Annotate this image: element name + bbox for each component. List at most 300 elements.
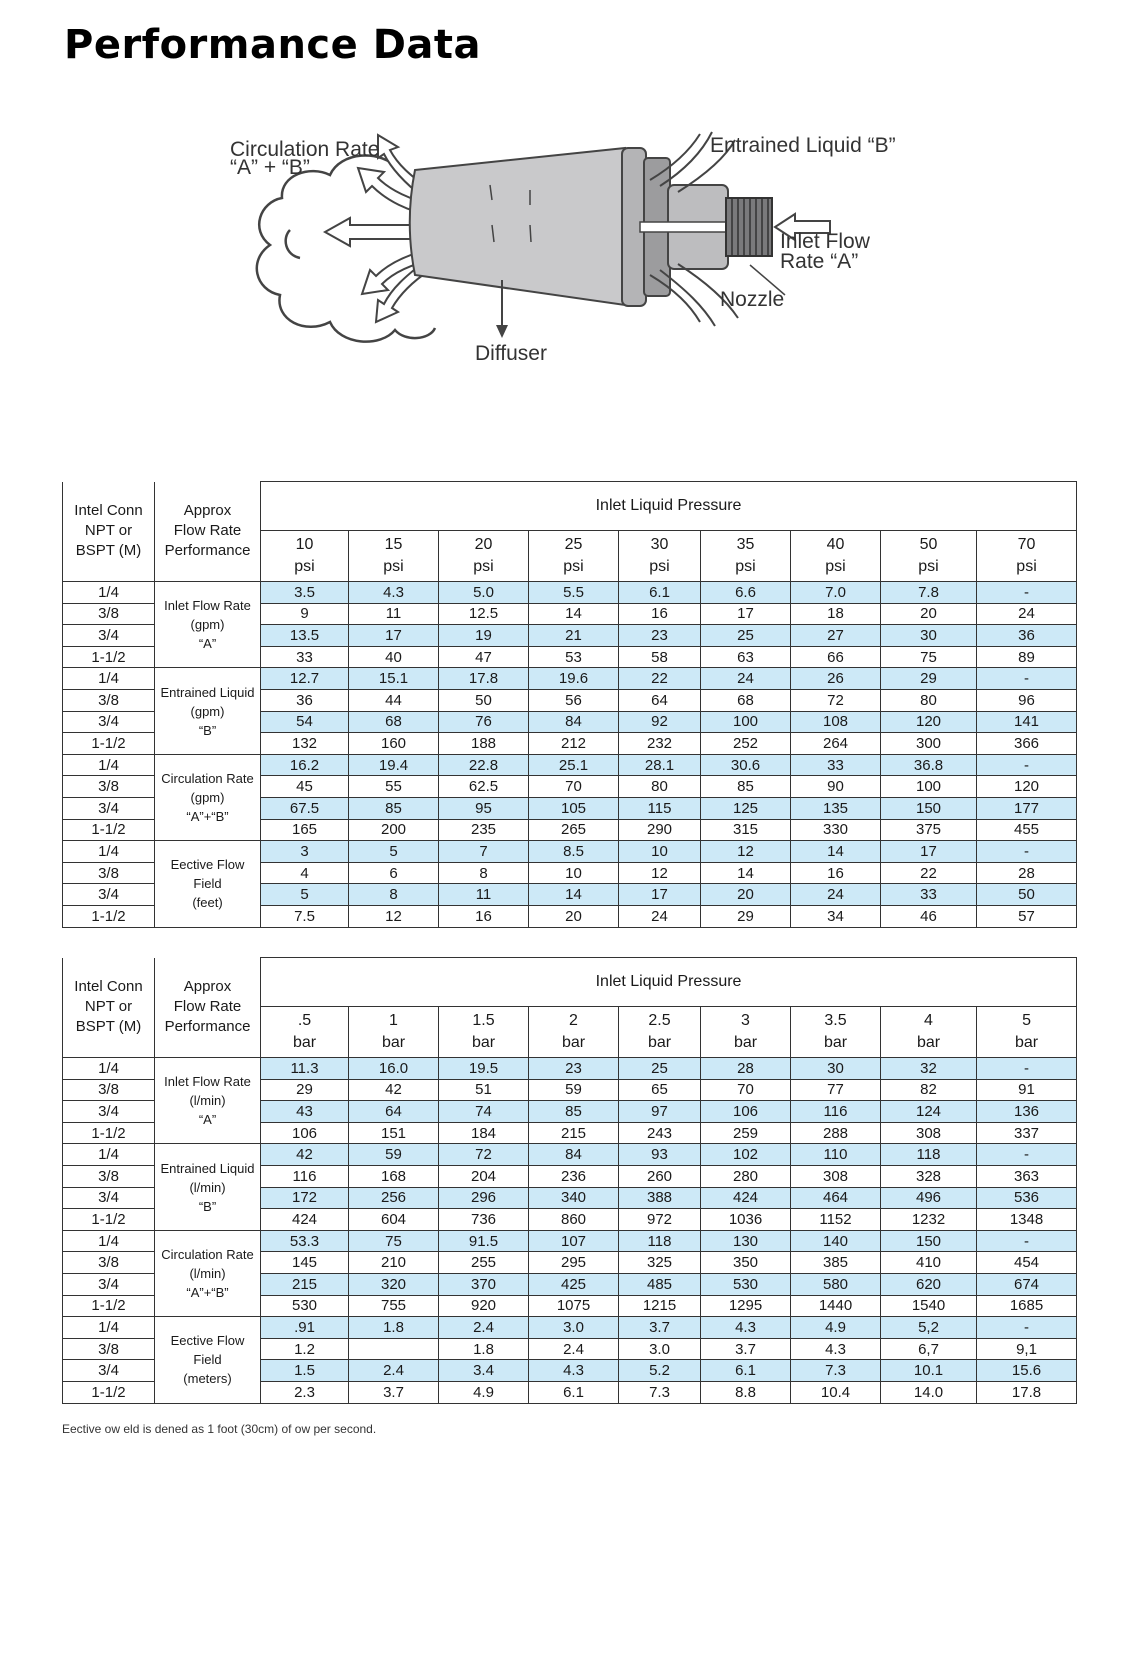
value-cell: 308 bbox=[791, 1165, 881, 1187]
conn-size-cell: 3/8 bbox=[63, 862, 155, 884]
pressure-title: Inlet Liquid Pressure bbox=[261, 482, 1077, 531]
value-cell: 7.3 bbox=[791, 1360, 881, 1382]
value-cell: 1348 bbox=[977, 1209, 1077, 1231]
pressure-column-header: 2 bar bbox=[529, 1007, 619, 1058]
value-cell: 210 bbox=[349, 1252, 439, 1274]
value-cell: 160 bbox=[349, 733, 439, 755]
value-cell: 12.5 bbox=[439, 603, 529, 625]
value-cell: 89 bbox=[977, 646, 1077, 668]
value-cell: 36 bbox=[977, 625, 1077, 647]
value-cell: 4.3 bbox=[791, 1338, 881, 1360]
value-cell: 17 bbox=[701, 603, 791, 625]
value-cell: 43 bbox=[261, 1101, 349, 1123]
value-cell: 2.4 bbox=[439, 1317, 529, 1339]
value-cell: 136 bbox=[977, 1101, 1077, 1123]
value-cell: 68 bbox=[349, 711, 439, 733]
value-cell: 255 bbox=[439, 1252, 529, 1274]
value-cell: 7.8 bbox=[881, 582, 977, 604]
value-cell: 9,1 bbox=[977, 1338, 1077, 1360]
value-cell: 1.8 bbox=[349, 1317, 439, 1339]
circulation-sublabel: “A” + “B” bbox=[230, 156, 310, 179]
value-cell: 1075 bbox=[529, 1295, 619, 1317]
value-cell: 125 bbox=[701, 797, 791, 819]
value-cell: 22.8 bbox=[439, 754, 529, 776]
value-cell: 5.0 bbox=[439, 582, 529, 604]
value-cell: - bbox=[977, 582, 1077, 604]
pressure-column-header: 1 bar bbox=[349, 1007, 439, 1058]
value-cell: 28 bbox=[977, 862, 1077, 884]
value-cell: 315 bbox=[701, 819, 791, 841]
entrained-label: Entrained Liquid “B” bbox=[710, 134, 896, 157]
pressure-column-header: 40 psi bbox=[791, 531, 881, 582]
value-cell: - bbox=[977, 1144, 1077, 1166]
threaded-inlet-icon bbox=[726, 198, 772, 256]
value-cell: 4.3 bbox=[529, 1360, 619, 1382]
value-cell: 290 bbox=[619, 819, 701, 841]
value-cell: 215 bbox=[261, 1273, 349, 1295]
pressure-column-header: 3.5 bar bbox=[791, 1007, 881, 1058]
value-cell: 59 bbox=[529, 1079, 619, 1101]
value-cell: 46 bbox=[881, 905, 977, 927]
value-cell: 16.2 bbox=[261, 754, 349, 776]
value-cell: 72 bbox=[791, 689, 881, 711]
value-cell: 57 bbox=[977, 905, 1077, 927]
value-cell: 4 bbox=[261, 862, 349, 884]
value-cell: 288 bbox=[791, 1122, 881, 1144]
value-cell: 85 bbox=[701, 776, 791, 798]
value-cell: 3.0 bbox=[619, 1338, 701, 1360]
value-cell: 150 bbox=[881, 797, 977, 819]
value-cell: 6 bbox=[349, 862, 439, 884]
value-cell: 85 bbox=[349, 797, 439, 819]
conn-size-cell: 3/4 bbox=[63, 884, 155, 906]
value-cell: 68 bbox=[701, 689, 791, 711]
value-cell: 424 bbox=[701, 1187, 791, 1209]
value-cell: 65 bbox=[619, 1079, 701, 1101]
value-cell: 7.0 bbox=[791, 582, 881, 604]
value-cell: 91 bbox=[977, 1079, 1077, 1101]
conn-size-cell: 3/8 bbox=[63, 603, 155, 625]
value-cell: 70 bbox=[529, 776, 619, 798]
conn-size-cell: 1-1/2 bbox=[63, 646, 155, 668]
value-cell: 29 bbox=[881, 668, 977, 690]
value-cell: 375 bbox=[881, 819, 977, 841]
table-row bbox=[63, 1144, 1077, 1166]
value-cell: 6.1 bbox=[619, 582, 701, 604]
value-cell: 118 bbox=[881, 1144, 977, 1166]
value-cell: 6.6 bbox=[701, 582, 791, 604]
value-cell: 53 bbox=[529, 646, 619, 668]
value-cell: 14.0 bbox=[881, 1381, 977, 1403]
value-cell: 736 bbox=[439, 1209, 529, 1231]
value-cell: 14 bbox=[701, 862, 791, 884]
value-cell: 34 bbox=[791, 905, 881, 927]
value-cell: 7.3 bbox=[619, 1381, 701, 1403]
value-cell: 56 bbox=[529, 689, 619, 711]
conn-size-cell: 3/4 bbox=[63, 1360, 155, 1382]
value-cell: 9 bbox=[261, 603, 349, 625]
pressure-column-header: 25 psi bbox=[529, 531, 619, 582]
value-cell: 280 bbox=[701, 1165, 791, 1187]
metric-group-label: Eective Flow Field (meters) bbox=[155, 1317, 261, 1403]
conn-size-cell: 1/4 bbox=[63, 1230, 155, 1252]
value-cell: 28 bbox=[701, 1058, 791, 1080]
value-cell: 1.5 bbox=[261, 1360, 349, 1382]
conn-size-cell: 1-1/2 bbox=[63, 1209, 155, 1231]
value-cell: 59 bbox=[349, 1144, 439, 1166]
value-cell: 17 bbox=[349, 625, 439, 647]
value-cell: 82 bbox=[881, 1079, 977, 1101]
value-cell: 92 bbox=[619, 711, 701, 733]
value-cell: 2.3 bbox=[261, 1381, 349, 1403]
value-cell: 370 bbox=[439, 1273, 529, 1295]
value-cell: 100 bbox=[881, 776, 977, 798]
value-cell: 135 bbox=[791, 797, 881, 819]
performance-table-metric bbox=[62, 957, 1077, 1404]
value-cell: 27 bbox=[791, 625, 881, 647]
value-cell: 22 bbox=[619, 668, 701, 690]
value-cell: 17 bbox=[619, 884, 701, 906]
value-cell: 22 bbox=[881, 862, 977, 884]
flow-rate-header: Approx Flow Rate Performance bbox=[155, 482, 261, 582]
page-title: Performance Data bbox=[64, 22, 482, 68]
metric-group-label: Eective Flow Field (feet) bbox=[155, 841, 261, 927]
value-cell: 295 bbox=[529, 1252, 619, 1274]
conn-size-cell: 1/4 bbox=[63, 1058, 155, 1080]
metric-group-label: Entrained Liquid (l/min) “B” bbox=[155, 1144, 261, 1230]
table-row bbox=[63, 841, 1077, 863]
table-row bbox=[63, 582, 1077, 604]
pressure-column-header: 5 bar bbox=[977, 1007, 1077, 1058]
value-cell: 108 bbox=[791, 711, 881, 733]
value-cell: 5,2 bbox=[881, 1317, 977, 1339]
pressure-column-header: 15 psi bbox=[349, 531, 439, 582]
value-cell: 454 bbox=[977, 1252, 1077, 1274]
conn-size-cell: 3/4 bbox=[63, 1101, 155, 1123]
value-cell: 3.4 bbox=[439, 1360, 529, 1382]
value-cell: 6.1 bbox=[701, 1360, 791, 1382]
value-cell: 25 bbox=[701, 625, 791, 647]
value-cell: 151 bbox=[349, 1122, 439, 1144]
pressure-column-header: 3 bar bbox=[701, 1007, 791, 1058]
value-cell: 325 bbox=[619, 1252, 701, 1274]
value-cell: 29 bbox=[701, 905, 791, 927]
value-cell: 33 bbox=[791, 754, 881, 776]
value-cell: 85 bbox=[529, 1101, 619, 1123]
conn-size-cell: 1-1/2 bbox=[63, 905, 155, 927]
value-cell: 536 bbox=[977, 1187, 1077, 1209]
value-cell: 10.4 bbox=[791, 1381, 881, 1403]
value-cell: 3.7 bbox=[619, 1317, 701, 1339]
value-cell: 24 bbox=[977, 603, 1077, 625]
value-cell: 256 bbox=[349, 1187, 439, 1209]
nozzle-label: Nozzle bbox=[720, 288, 785, 311]
value-cell: 2.4 bbox=[349, 1360, 439, 1382]
conn-size-cell: 3/4 bbox=[63, 1273, 155, 1295]
pressure-column-header: 30 psi bbox=[619, 531, 701, 582]
value-cell: 55 bbox=[349, 776, 439, 798]
value-cell: 17.8 bbox=[439, 668, 529, 690]
value-cell: 16 bbox=[791, 862, 881, 884]
value-cell: 145 bbox=[261, 1252, 349, 1274]
value-cell: 8.8 bbox=[701, 1381, 791, 1403]
value-cell: 84 bbox=[529, 711, 619, 733]
value-cell: 5 bbox=[349, 841, 439, 863]
conn-size-cell: 3/8 bbox=[63, 689, 155, 711]
value-cell: 1295 bbox=[701, 1295, 791, 1317]
value-cell: 296 bbox=[439, 1187, 529, 1209]
value-cell: 265 bbox=[529, 819, 619, 841]
pressure-column-header: 2.5 bar bbox=[619, 1007, 701, 1058]
value-cell: 320 bbox=[349, 1273, 439, 1295]
value-cell: 25 bbox=[619, 1058, 701, 1080]
value-cell: 93 bbox=[619, 1144, 701, 1166]
eductor-diagram bbox=[230, 130, 970, 370]
value-cell: 177 bbox=[977, 797, 1077, 819]
value-cell: 47 bbox=[439, 646, 529, 668]
value-cell: 920 bbox=[439, 1295, 529, 1317]
value-cell: 1685 bbox=[977, 1295, 1077, 1317]
value-cell: 235 bbox=[439, 819, 529, 841]
value-cell: 12 bbox=[701, 841, 791, 863]
value-cell: 106 bbox=[701, 1101, 791, 1123]
value-cell: 188 bbox=[439, 733, 529, 755]
value-cell: 212 bbox=[529, 733, 619, 755]
metric-group-label: Circulation Rate (l/min) “A”+“B” bbox=[155, 1230, 261, 1316]
value-cell: 116 bbox=[791, 1101, 881, 1123]
value-cell: 141 bbox=[977, 711, 1077, 733]
value-cell: .91 bbox=[261, 1317, 349, 1339]
value-cell: 42 bbox=[261, 1144, 349, 1166]
value-cell: 14 bbox=[529, 603, 619, 625]
value-cell: 50 bbox=[977, 884, 1077, 906]
value-cell: 172 bbox=[261, 1187, 349, 1209]
value-cell: 75 bbox=[349, 1230, 439, 1252]
value-cell: 259 bbox=[701, 1122, 791, 1144]
value-cell: 5 bbox=[261, 884, 349, 906]
value-cell: 10.1 bbox=[881, 1360, 977, 1382]
value-cell: 10 bbox=[619, 841, 701, 863]
value-cell: 120 bbox=[881, 711, 977, 733]
value-cell: 232 bbox=[619, 733, 701, 755]
value-cell: 424 bbox=[261, 1209, 349, 1231]
value-cell: 1215 bbox=[619, 1295, 701, 1317]
value-cell: 252 bbox=[701, 733, 791, 755]
circulation-label: Circulation Rate bbox=[230, 138, 380, 161]
conn-size-cell: 1/4 bbox=[63, 754, 155, 776]
value-cell: 4.9 bbox=[439, 1381, 529, 1403]
value-cell: 16 bbox=[439, 905, 529, 927]
conn-size-cell: 1/4 bbox=[63, 582, 155, 604]
inlet-sublabel: Rate “A” bbox=[780, 250, 859, 273]
value-cell: 132 bbox=[261, 733, 349, 755]
value-cell: 972 bbox=[619, 1209, 701, 1231]
value-cell: 13.5 bbox=[261, 625, 349, 647]
value-cell: 12 bbox=[349, 905, 439, 927]
value-cell: 455 bbox=[977, 819, 1077, 841]
value-cell: 95 bbox=[439, 797, 529, 819]
value-cell: 40 bbox=[349, 646, 439, 668]
inlet-label: Inlet Flow bbox=[780, 230, 870, 253]
value-cell: 30 bbox=[881, 625, 977, 647]
value-cell: 53.3 bbox=[261, 1230, 349, 1252]
pressure-column-header: 4 bar bbox=[881, 1007, 977, 1058]
value-cell: - bbox=[977, 1058, 1077, 1080]
value-cell: 100 bbox=[701, 711, 791, 733]
value-cell: 26 bbox=[791, 668, 881, 690]
value-cell: 15.6 bbox=[977, 1360, 1077, 1382]
value-cell: 24 bbox=[701, 668, 791, 690]
conn-size-cell: 1-1/2 bbox=[63, 819, 155, 841]
value-cell: 120 bbox=[977, 776, 1077, 798]
value-cell: 67.5 bbox=[261, 797, 349, 819]
value-cell: 363 bbox=[977, 1165, 1077, 1187]
value-cell: 236 bbox=[529, 1165, 619, 1187]
value-cell: 18 bbox=[791, 603, 881, 625]
value-cell: 3.7 bbox=[701, 1338, 791, 1360]
value-cell: 17 bbox=[881, 841, 977, 863]
value-cell: 204 bbox=[439, 1165, 529, 1187]
conn-size-cell: 1-1/2 bbox=[63, 1122, 155, 1144]
value-cell: 80 bbox=[619, 776, 701, 798]
value-cell: 485 bbox=[619, 1273, 701, 1295]
value-cell: 28.1 bbox=[619, 754, 701, 776]
value-cell: 16 bbox=[619, 603, 701, 625]
value-cell: 105 bbox=[529, 797, 619, 819]
pressure-column-header: .5 bar bbox=[261, 1007, 349, 1058]
value-cell: 15.1 bbox=[349, 668, 439, 690]
value-cell: 337 bbox=[977, 1122, 1077, 1144]
value-cell: 308 bbox=[881, 1122, 977, 1144]
value-cell: 2.4 bbox=[529, 1338, 619, 1360]
value-cell: 51 bbox=[439, 1079, 529, 1101]
value-cell: 464 bbox=[791, 1187, 881, 1209]
table-row bbox=[63, 754, 1077, 776]
value-cell: 410 bbox=[881, 1252, 977, 1274]
value-cell: 84 bbox=[529, 1144, 619, 1166]
value-cell: 77 bbox=[791, 1079, 881, 1101]
value-cell: 80 bbox=[881, 689, 977, 711]
value-cell: 11 bbox=[349, 603, 439, 625]
value-cell: 16.0 bbox=[349, 1058, 439, 1080]
value-cell: 72 bbox=[439, 1144, 529, 1166]
value-cell: 10 bbox=[529, 862, 619, 884]
value-cell: 604 bbox=[349, 1209, 439, 1231]
conn-size-cell: 1/4 bbox=[63, 668, 155, 690]
value-cell: 4.3 bbox=[349, 582, 439, 604]
value-cell: 14 bbox=[791, 841, 881, 863]
conn-size-cell: 1-1/2 bbox=[63, 733, 155, 755]
value-cell: 11 bbox=[439, 884, 529, 906]
conn-size-cell: 3/4 bbox=[63, 625, 155, 647]
table-row bbox=[63, 1230, 1077, 1252]
value-cell: 25.1 bbox=[529, 754, 619, 776]
value-cell: 23 bbox=[529, 1058, 619, 1080]
value-cell: 1440 bbox=[791, 1295, 881, 1317]
value-cell: 110 bbox=[791, 1144, 881, 1166]
value-cell: - bbox=[977, 1317, 1077, 1339]
value-cell: 530 bbox=[701, 1273, 791, 1295]
value-cell: 20 bbox=[881, 603, 977, 625]
value-cell: 63 bbox=[701, 646, 791, 668]
value-cell: 75 bbox=[881, 646, 977, 668]
conn-header: Intel Conn NPT or BSPT (M) bbox=[63, 482, 155, 582]
value-cell: 45 bbox=[261, 776, 349, 798]
value-cell bbox=[349, 1338, 439, 1360]
value-cell: 91.5 bbox=[439, 1230, 529, 1252]
value-cell: 6,7 bbox=[881, 1338, 977, 1360]
value-cell: 20 bbox=[701, 884, 791, 906]
value-cell: 7 bbox=[439, 841, 529, 863]
pressure-column-header: 1.5 bar bbox=[439, 1007, 529, 1058]
conn-size-cell: 3/4 bbox=[63, 1187, 155, 1209]
value-cell: 3.5 bbox=[261, 582, 349, 604]
conn-size-cell: 1/4 bbox=[63, 1317, 155, 1339]
flow-rate-header: Approx Flow Rate Performance bbox=[155, 958, 261, 1058]
value-cell: 530 bbox=[261, 1295, 349, 1317]
conn-size-cell: 3/4 bbox=[63, 711, 155, 733]
conn-size-cell: 1-1/2 bbox=[63, 1295, 155, 1317]
value-cell: 33 bbox=[881, 884, 977, 906]
value-cell: 62.5 bbox=[439, 776, 529, 798]
diffuser-body-icon bbox=[410, 148, 625, 305]
value-cell: 102 bbox=[701, 1144, 791, 1166]
value-cell: 5.2 bbox=[619, 1360, 701, 1382]
value-cell: 74 bbox=[439, 1101, 529, 1123]
value-cell: 116 bbox=[261, 1165, 349, 1187]
conn-size-cell: 3/8 bbox=[63, 1338, 155, 1360]
value-cell: 97 bbox=[619, 1101, 701, 1123]
value-cell: 388 bbox=[619, 1187, 701, 1209]
value-cell: 33 bbox=[261, 646, 349, 668]
value-cell: 3.0 bbox=[529, 1317, 619, 1339]
value-cell: 350 bbox=[701, 1252, 791, 1274]
table-row bbox=[63, 668, 1077, 690]
value-cell: 24 bbox=[619, 905, 701, 927]
value-cell: 8.5 bbox=[529, 841, 619, 863]
value-cell: 7.5 bbox=[261, 905, 349, 927]
value-cell: 90 bbox=[791, 776, 881, 798]
value-cell: 184 bbox=[439, 1122, 529, 1144]
value-cell: 118 bbox=[619, 1230, 701, 1252]
value-cell: 1152 bbox=[791, 1209, 881, 1231]
value-cell: 366 bbox=[977, 733, 1077, 755]
pressure-column-header: 70 psi bbox=[977, 531, 1077, 582]
pressure-column-header: 20 psi bbox=[439, 531, 529, 582]
value-cell: 24 bbox=[791, 884, 881, 906]
value-cell: 115 bbox=[619, 797, 701, 819]
metric-group-label: Circulation Rate (gpm) “A”+“B” bbox=[155, 754, 261, 840]
value-cell: - bbox=[977, 841, 1077, 863]
value-cell: 12 bbox=[619, 862, 701, 884]
value-cell: 168 bbox=[349, 1165, 439, 1187]
value-cell: 124 bbox=[881, 1101, 977, 1123]
value-cell: - bbox=[977, 1230, 1077, 1252]
value-cell: - bbox=[977, 668, 1077, 690]
value-cell: 580 bbox=[791, 1273, 881, 1295]
value-cell: 3.7 bbox=[349, 1381, 439, 1403]
value-cell: 11.3 bbox=[261, 1058, 349, 1080]
footnote: Eective ow eld is dened as 1 foot (30cm) of ow per second. bbox=[62, 1422, 377, 1436]
value-cell: 674 bbox=[977, 1273, 1077, 1295]
value-cell: 19.4 bbox=[349, 754, 439, 776]
value-cell: 30.6 bbox=[701, 754, 791, 776]
value-cell: 36.8 bbox=[881, 754, 977, 776]
value-cell: 130 bbox=[701, 1230, 791, 1252]
value-cell: 8 bbox=[349, 884, 439, 906]
value-cell: 4.3 bbox=[701, 1317, 791, 1339]
value-cell: 54 bbox=[261, 711, 349, 733]
